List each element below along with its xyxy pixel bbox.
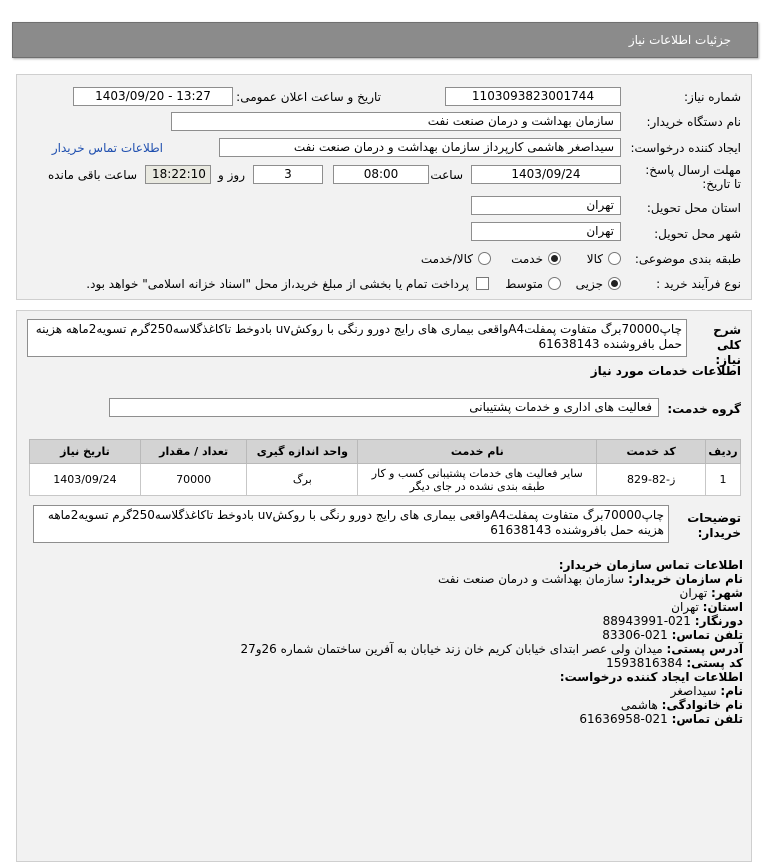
contact-city-label: شهر: [711,586,743,600]
creator-last-name-label: نام خانوادگی: [661,698,743,712]
creator-phone-line [579,712,743,726]
services-table [29,439,741,496]
category-radio-goods-service[interactable] [478,252,491,265]
category-radio-goods[interactable] [608,252,621,265]
creator-last-name-line [621,698,743,712]
category-option-goods: کالا [586,252,603,266]
need-number-field: 1103093823001744 [445,87,621,106]
contact-postal-label: کد پستی: [686,656,743,670]
contact-address-line [240,642,743,656]
cell-qty: 70000 [140,464,247,496]
cell-date: 1403/09/24 [30,464,141,496]
announce-date-label: تاریخ و ساعت اعلان عمومی: [236,90,381,104]
creator-phone: 021-61636958 [579,712,668,726]
service-group-field: فعالیت های اداری و خدمات پشتیبانی [109,398,659,417]
contact-city: تهران [679,586,708,600]
treasury-note: پرداخت تمام یا بخشی از مبلغ خرید،از محل "اسناد خزانه اسلامی" خواهد بود. [86,277,469,291]
contact-fax: 021-88943991 [602,614,691,628]
col-code-header: کد خدمت [597,440,706,464]
process-label: نوع فرآیند خرید : [656,277,741,291]
page-header [12,22,758,58]
cell-unit: برگ [247,464,358,496]
buyer-org-field: سازمان بهداشت و درمان صنعت نفت [171,112,621,131]
creator-first-name-line [671,684,743,698]
table-header-row [30,440,741,464]
creator-phone-label: تلفن تماس: [671,712,743,726]
contact-province: تهران [671,600,699,614]
services-heading: اطلاعات خدمات مورد نیاز [590,364,741,378]
announce-date-field: 1403/09/20 - 13:27 [73,87,233,106]
need-info-panel [16,74,752,300]
province-label: استان محل تحویل: [646,201,741,215]
category-label: طبقه بندی موضوعی: [634,252,741,266]
contact-fax-line [603,614,743,628]
contact-province-line [671,600,743,614]
process-radio-minor[interactable] [608,277,621,290]
col-name-header: نام خدمت [358,440,597,464]
col-unit-header: واحد اندازه گیری [247,440,358,464]
creator-first-name: سیداصغر [670,684,717,698]
process-radio-medium[interactable] [548,277,561,290]
cell-code: ز-82-829 [597,464,706,496]
deadline-date-field: 1403/09/24 [471,165,621,184]
remaining-label: ساعت باقی مانده [47,168,137,182]
deadline-time-field: 08:00 [333,165,429,184]
treasury-checkbox[interactable] [476,277,489,290]
creator-heading: اطلاعات ایجاد کننده درخواست: [559,670,743,684]
cell-name: سایر فعالیت های خدمات پشتیبانی کسب و کار طبقه بندی نشده در جای دیگر [358,464,597,496]
page-title: جزئیات اطلاعات نیاز [628,33,731,47]
category-option-service: خدمت [511,252,543,266]
contact-postal-line [606,656,743,670]
creator-label: ایجاد کننده درخواست: [630,141,741,155]
contact-org-line [438,572,743,586]
need-number-label: شماره نیاز: [684,90,741,104]
contact-org-label: نام سازمان خریدار: [628,572,743,586]
deadline-time-label: ساعت [430,168,463,182]
contact-address: میدان ولی عصر ابتدای خیابان کریم خان زند خیابان به آفرین ساختمان شماره 26و27 [240,642,663,656]
contact-province-label: استان: [702,600,743,614]
details-panel [16,310,752,862]
contact-phone-label: تلفن تماس: [671,628,743,642]
contact-city-line [680,586,743,600]
creator-first-name-label: نام: [720,684,743,698]
table-row [30,464,741,496]
summary-box: چاپ70000برگ متفاوت پمفلتA4واقعی بیماری های رایج دورو رنگی با روکشuv بادوخط تاکاغذگلاسه250گرم تسویه2ماهه هزینه حمل بافروشنده 61638143 [27,319,687,357]
contact-phone: 021-83306 [602,628,668,642]
category-option-goods-service: کالا/خدمت [420,252,473,266]
city-field: تهران [471,222,621,241]
contact-address-label: آدرس پستی: [666,642,743,656]
city-label: شهر محل تحویل: [654,227,741,241]
contact-phone-line [602,628,743,642]
col-row-header: ردیف [706,440,741,464]
province-field: تهران [471,196,621,215]
days-label: روز و [218,168,245,182]
contact-org: سازمان بهداشت و درمان صنعت نفت [438,572,625,586]
category-radio-service[interactable] [548,252,561,265]
days-field: 3 [253,165,323,184]
col-qty-header: تعداد / مقدار [140,440,247,464]
creator-field: سیداصغر هاشمی کارپرداز سازمان بهداشت و درمان صنعت نفت [219,138,621,157]
cell-row: 1 [706,464,741,496]
contact-heading: اطلاعات تماس سازمان خریدار: [558,558,743,572]
buyer-notes-label: توضیحات خریدار: [687,511,741,540]
contact-fax-label: دورنگار: [694,614,743,628]
service-group-label: گروه خدمت: [667,402,741,416]
col-date-header: تاریخ نیاز [30,440,141,464]
buyer-notes-box: چاپ70000برگ متفاوت پمفلتA4واقعی بیماری های رایج دورو رنگی با روکشuv بادوخط تاکاغذگلاسه250گرم تسویه2ماهه هزینه حمل بافروشنده 61638143 [33,505,669,543]
remaining-time-field: 18:22:10 [145,165,211,184]
process-option-minor: جزیی [575,277,603,291]
buyer-contact-link[interactable]: اطلاعات تماس خریدار [51,141,163,155]
summary-label: شرح کلی نیاز: [713,323,741,367]
contact-postal: 1593816384 [606,656,683,670]
buyer-org-label: نام دستگاه خریدار: [646,115,741,129]
creator-last-name: هاشمی [620,698,658,712]
deadline-label: مهلت ارسال پاسخ: تا تاریخ: [645,163,741,191]
process-option-medium: متوسط [505,277,543,291]
